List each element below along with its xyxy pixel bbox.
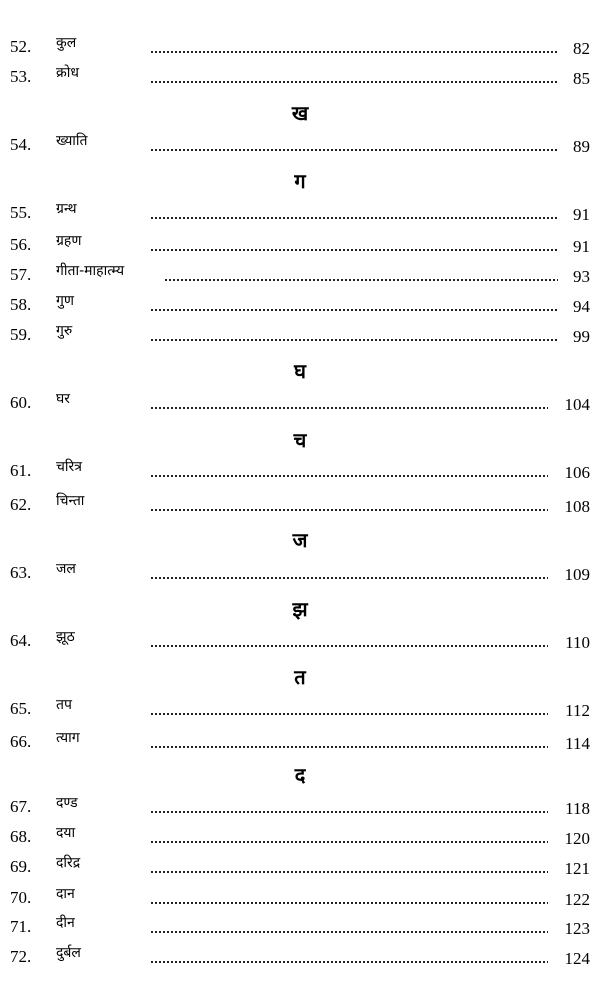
- dot-leader: [164, 270, 558, 282]
- toc-entry: [0, 36, 600, 60]
- page-number: 123: [564, 919, 590, 938]
- dot-leader: [150, 704, 548, 716]
- toc-entry: [0, 294, 600, 318]
- toc-entry: [0, 856, 600, 880]
- entry-number: 65.: [10, 699, 32, 718]
- dot-leader: [150, 568, 548, 580]
- entry-title: क्रोध: [56, 65, 79, 81]
- entry-title: ग्रहण: [56, 233, 82, 249]
- toc-entry: [0, 324, 600, 348]
- entry-number: 57.: [10, 265, 32, 284]
- page-number: 118: [565, 799, 590, 818]
- dot-leader: [150, 330, 558, 342]
- toc-entry: [0, 946, 600, 970]
- toc-entry: [0, 826, 600, 850]
- entry-number: 53.: [10, 67, 32, 86]
- entry-title: कुल: [56, 35, 77, 51]
- section-heading: ज: [292, 528, 308, 552]
- entry-title: दुर्बल: [56, 945, 81, 961]
- page-number: 89: [573, 137, 590, 156]
- entry-number: 68.: [10, 827, 32, 846]
- entry-number: 70.: [10, 888, 32, 907]
- entry-title: दीन: [56, 915, 75, 931]
- page-number: 108: [564, 497, 590, 516]
- toc-entry: [0, 630, 600, 654]
- page-number: 93: [573, 267, 590, 286]
- page-number: 91: [573, 237, 590, 256]
- entry-number: 66.: [10, 732, 32, 751]
- page-number: 91: [573, 205, 590, 224]
- page-number: 121: [564, 859, 590, 878]
- entry-number: 55.: [10, 203, 32, 222]
- entry-number: 54.: [10, 135, 32, 154]
- entry-title: त्याग: [56, 730, 80, 746]
- dot-leader: [150, 240, 558, 252]
- dot-leader: [150, 802, 548, 814]
- entry-title: तप: [56, 697, 72, 713]
- entry-title: गुण: [56, 293, 75, 309]
- toc-entry: [0, 134, 600, 158]
- entry-title: दया: [56, 825, 76, 841]
- toc-entry: [0, 234, 600, 258]
- page-number: 110: [565, 633, 590, 652]
- dot-leader: [150, 500, 548, 512]
- dot-leader: [150, 737, 548, 749]
- dot-leader: [150, 832, 548, 844]
- entry-title: गीता-माहात्म्य: [56, 263, 125, 279]
- section-heading: त: [294, 665, 306, 689]
- entry-number: 71.: [10, 917, 32, 936]
- section-heading: झ: [292, 597, 308, 621]
- page-number: 104: [564, 395, 590, 414]
- page-number: 82: [573, 39, 590, 58]
- dot-leader: [150, 862, 548, 874]
- toc-entry: [0, 887, 600, 911]
- page-number: 122: [564, 890, 590, 909]
- entry-title: गुरु: [56, 323, 73, 339]
- entry-number: 58.: [10, 295, 32, 314]
- dot-leader: [150, 140, 558, 152]
- page-number: 106: [564, 463, 590, 482]
- toc-entry: [0, 392, 600, 416]
- toc-entry: [0, 460, 600, 484]
- page-number: 124: [564, 949, 590, 968]
- toc-entry: [0, 796, 600, 820]
- toc-entry: [0, 66, 600, 90]
- entry-title: दण्ड: [56, 795, 78, 811]
- page-number: 109: [564, 565, 590, 584]
- toc-entry: [0, 731, 600, 755]
- toc-entry: [0, 264, 600, 288]
- dot-leader: [150, 922, 548, 934]
- page-number: 114: [565, 734, 590, 753]
- entry-number: 64.: [10, 631, 32, 650]
- toc-entry: [0, 698, 600, 722]
- section-heading: घ: [294, 359, 306, 383]
- page-number: 112: [565, 701, 590, 720]
- dot-leader: [150, 208, 558, 220]
- toc-entry: [0, 202, 600, 226]
- dot-leader: [150, 636, 548, 648]
- entry-title: चिन्ता: [56, 493, 85, 509]
- entry-number: 67.: [10, 797, 32, 816]
- dot-leader: [150, 398, 548, 410]
- toc-entry: [0, 562, 600, 586]
- entry-title: ख्याति: [56, 133, 88, 149]
- entry-number: 62.: [10, 495, 32, 514]
- dot-leader: [150, 952, 548, 964]
- toc-entry: [0, 494, 600, 518]
- entry-title: जल: [56, 561, 76, 577]
- entry-title: चरित्र: [56, 459, 82, 475]
- entry-number: 63.: [10, 563, 32, 582]
- entry-title: दरिद्र: [56, 855, 81, 871]
- dot-leader: [150, 893, 548, 905]
- dot-leader: [150, 300, 558, 312]
- entry-number: 56.: [10, 235, 32, 254]
- section-heading: ग: [294, 169, 306, 193]
- section-heading: च: [293, 428, 307, 452]
- entry-number: 61.: [10, 461, 32, 480]
- entry-number: 69.: [10, 857, 32, 876]
- page-number: 94: [573, 297, 590, 316]
- dot-leader: [150, 72, 558, 84]
- entry-number: 52.: [10, 37, 32, 56]
- entry-title: घर: [56, 391, 70, 407]
- dot-leader: [150, 42, 558, 54]
- section-heading: द: [294, 763, 306, 787]
- section-heading: ख: [291, 101, 309, 125]
- entry-title: ग्रन्थ: [56, 201, 77, 217]
- entry-number: 72.: [10, 947, 32, 966]
- page-number: 120: [564, 829, 590, 848]
- dot-leader: [150, 466, 548, 478]
- page-number: 85: [573, 69, 590, 88]
- entry-title: दान: [56, 886, 75, 902]
- entry-number: 59.: [10, 325, 32, 344]
- entry-title: झूठ: [56, 629, 75, 645]
- entry-number: 60.: [10, 393, 32, 412]
- toc-entry: [0, 916, 600, 940]
- page-number: 99: [573, 327, 590, 346]
